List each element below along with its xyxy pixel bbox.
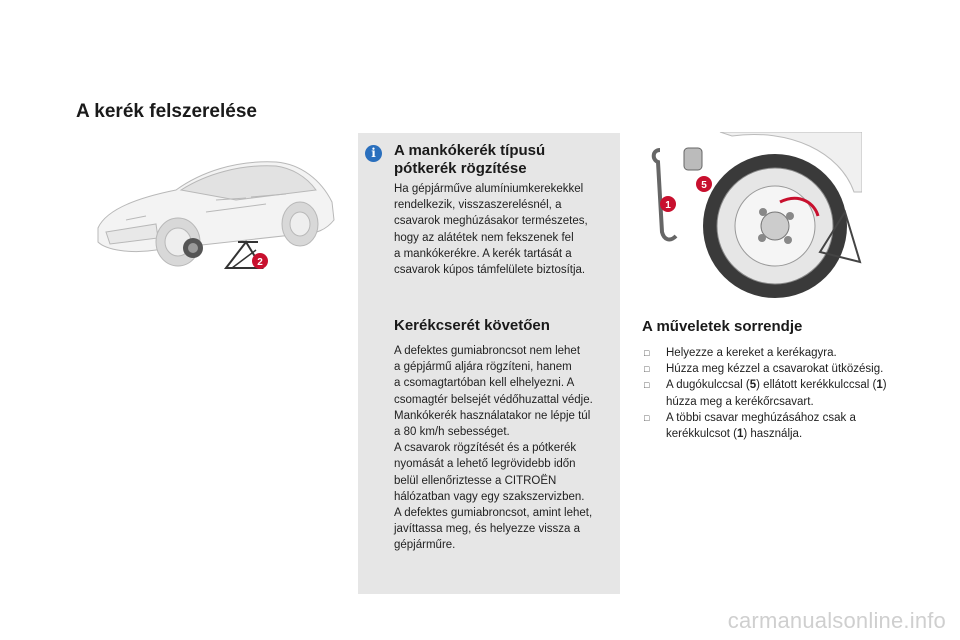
- steps-list: [642, 345, 912, 442]
- checkbox-bullet-icon: □: [644, 412, 650, 423]
- steps-title: A műveletek sorrendje: [642, 318, 803, 335]
- wrench-callout-label: 1: [665, 200, 671, 211]
- step-item: □ A dugókulccsal (5) ellátott kerékkulccsal (1) húzza meg a kerékőrcsavart.: [644, 379, 887, 408]
- car-jack-illustration: [86, 150, 336, 290]
- page-title: A kerék felszerelése: [76, 101, 257, 122]
- after-change-title: Kerékcserét követően: [394, 317, 550, 334]
- socket-callout-label: 5: [701, 180, 707, 191]
- step-item: □ Húzza meg kézzel a csavarokat ütközésig.: [642, 361, 912, 377]
- step-item: □ A többi csavar meghúzásához csak a kerékkulcsot (1) használja.: [644, 411, 856, 441]
- checkbox-bullet-icon: □: [644, 348, 650, 358]
- checkbox-bullet-icon: □: [644, 364, 650, 375]
- watermark: carmanualsonline.info: [727, 608, 946, 633]
- after-change-body-text: A defektes gumiabroncsot nem lehet a gépjármű aljára rögzíteni, hanem a csomagtartóban kell elhelyezni. A csomagtér belsejét védőhuzattal védje. Mankókerék használatakor ne lépje túl a 80 km/h sebességet. A csavarok rögzítését és a pótkerék nyomását a lehető legrövidebb időn belül ellenőriztesse a CITROËN hálózatban vagy egy szakszervizben. A defektes gumiabroncsot, amint lehet, javíttassa meg, és helyezze vissza a gépjárműre.: [394, 345, 593, 552]
- info-title: A mankókerék típusú pótkerék rögzítése: [394, 142, 546, 177]
- car-callout-label: 2: [257, 257, 263, 268]
- step-item: □ Helyezze a kereket a kerékagyra.: [642, 345, 912, 361]
- info-body-text: Ha gépjárműve alumíniumkerekekkel rendelkezik, visszaszerelésnél, a csavarok meghúzásakor természetes, hogy az alátétek nem fekszenek fel a mankókerékre. A kerék tartását a csavarok kúpos támfelülete biztosítja.: [394, 183, 588, 277]
- checkbox-bullet-icon: □: [644, 380, 650, 391]
- info-icon: i: [365, 145, 382, 162]
- wheel-mounting-illustration: [640, 132, 862, 300]
